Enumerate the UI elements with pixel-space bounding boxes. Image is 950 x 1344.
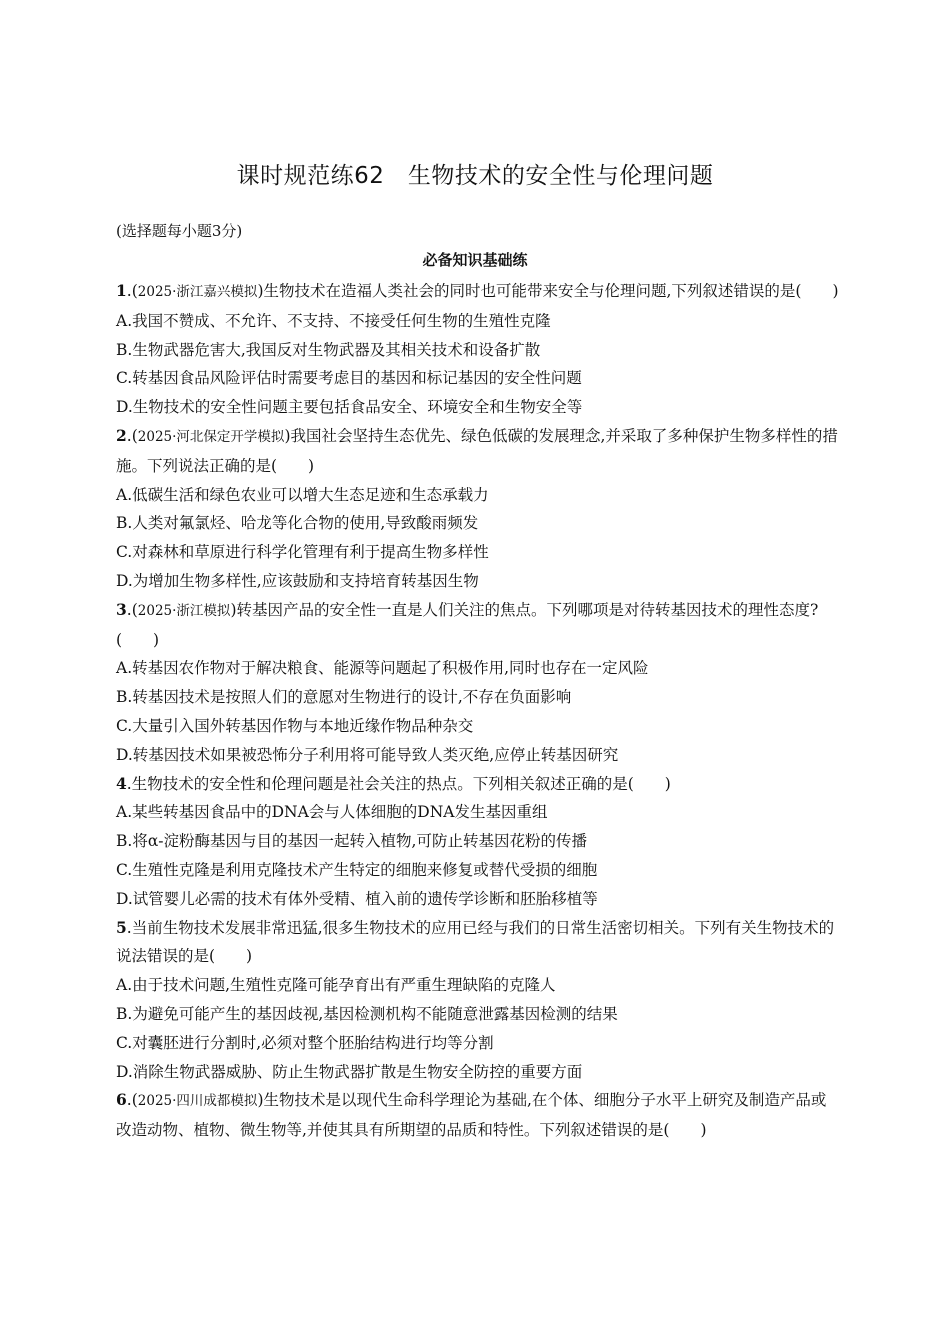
question-number: 4 <box>116 773 127 793</box>
section-heading: 必备知识基础练 <box>422 251 528 269</box>
question-2 <box>116 422 840 596</box>
score-note: (选择题每小题3分) <box>116 222 243 240</box>
question-text: )转基因产品的安全性一直是人们关注的焦点。下列哪项是对待转基因技术的理性态度?( ) <box>116 600 819 649</box>
answer-option: A.我国不赞成、不允许、不支持、不接受任何生物的生殖性克隆 <box>116 311 551 330</box>
question-text: .生物技术的安全性和伦理问题是社会关注的热点。下列相关叙述正确的是( ) <box>126 774 671 793</box>
question-stem <box>116 1086 840 1145</box>
answer-option: C.对囊胚进行分割时,必须对整个胚胎结构进行均等分割 <box>116 1033 494 1052</box>
question-6 <box>116 1086 840 1145</box>
page-title: 课时规范练62 生物技术的安全性与伦理问题 <box>236 163 714 189</box>
question-stem <box>116 422 840 481</box>
question-text: )我国社会坚持生态优先、绿色低碳的发展理念,并采取了多种保护生物多样性的措施。下列说法正确的是( ) <box>116 426 838 475</box>
question-source: 2025·四川成都模拟 <box>137 1093 258 1110</box>
source-open: .( <box>126 282 138 300</box>
answer-option: C.转基因食品风险评估时需要考虑目的基因和标记基因的安全性问题 <box>116 369 582 388</box>
source-open: .( <box>126 600 138 619</box>
question-source: 2025·河北保定开学模拟 <box>137 428 285 445</box>
answer-option: A.转基因农作物对于解决粮食、能源等问题起了积极作用,同时也存在一定风险 <box>116 659 649 678</box>
answer-option: D.消除生物武器威胁、防止生物武器扩散是生物安全防控的重要方面 <box>116 1062 583 1081</box>
question-3 <box>116 596 840 770</box>
question-list <box>116 277 840 1145</box>
answer-option: D.试管婴儿必需的技术有体外受精、植入前的遗传学诊断和胚胎移植等 <box>116 889 598 908</box>
question-stem <box>116 914 840 972</box>
question-text: )生物技术是以现代生命科学理论为基础,在个体、细胞分子水平上研究及制造产品或改造动物、植物、微生物等,并使其具有所期望的品质和特性。下列叙述错误的是( ) <box>116 1091 827 1140</box>
answer-option: C.对森林和草原进行科学化管理有利于提高生物多样性 <box>116 543 489 562</box>
source-open: .( <box>126 426 138 445</box>
answer-option: C.大量引入国外转基因作物与本地近缘作物品种杂交 <box>116 716 474 735</box>
answer-option: D.转基因技术如果被恐怖分子利用将可能导致人类灭绝,应停止转基因研究 <box>116 745 619 764</box>
question-text: .当前生物技术发展非常迅猛,很多生物技术的应用已经与我们的日常生活密切相关。下列有关生物技术的说法错误的是( ) <box>116 918 835 966</box>
answer-option: B.转基因技术是按照人们的意愿对生物进行的设计,不存在负面影响 <box>116 688 572 707</box>
answer-option: D.生物技术的安全性问题主要包括食品安全、环境安全和生物安全等 <box>116 398 583 417</box>
answer-option: B.为避免可能产生的基因歧视,基因检测机构不能随意泄露基因检测的结果 <box>116 1004 618 1023</box>
question-source: 2025·浙江模拟 <box>137 602 231 619</box>
answer-option: A.某些转基因食品中的DNA会与人体细胞的DNA发生基因重组 <box>116 803 548 822</box>
question-text: )生物技术在造福人类社会的同时也可能带来安全与伦理问题,下列叙述错误的是( ) <box>257 282 839 300</box>
source-open: .( <box>126 1091 138 1110</box>
answer-option: D.为增加生物多样性,应该鼓励和支持培育转基因生物 <box>116 571 479 590</box>
answer-option: A.由于技术问题,生殖性克隆可能孕育出有严重生理缺陷的克隆人 <box>116 976 556 995</box>
question-source: 2025·浙江嘉兴模拟 <box>137 284 258 300</box>
question-stem <box>116 277 840 307</box>
question-number: 2 <box>116 425 127 445</box>
question-5 <box>116 914 840 1087</box>
question-stem <box>116 770 840 799</box>
answer-option: B.人类对氟氯烃、哈龙等化合物的使用,导致酸雨频发 <box>116 514 479 533</box>
question-number: 5 <box>116 917 127 937</box>
answer-option: B.生物武器危害大,我国反对生物武器及其相关技术和设备扩散 <box>116 340 541 359</box>
answer-option: A.低碳生活和绿色农业可以增大生态足迹和生态承载力 <box>116 485 489 504</box>
question-1 <box>116 277 840 422</box>
answer-option: C.生殖性克隆是利用克隆技术产生特定的细胞来修复或替代受损的细胞 <box>116 860 598 879</box>
question-stem <box>116 596 840 655</box>
question-number: 6 <box>116 1090 127 1110</box>
answer-option: B.将α-淀粉酶基因与目的基因一起转入植物,可防止转基因花粉的传播 <box>116 832 587 851</box>
question-number: 3 <box>116 599 127 619</box>
question-4 <box>116 770 840 914</box>
question-number: 1 <box>116 281 127 300</box>
